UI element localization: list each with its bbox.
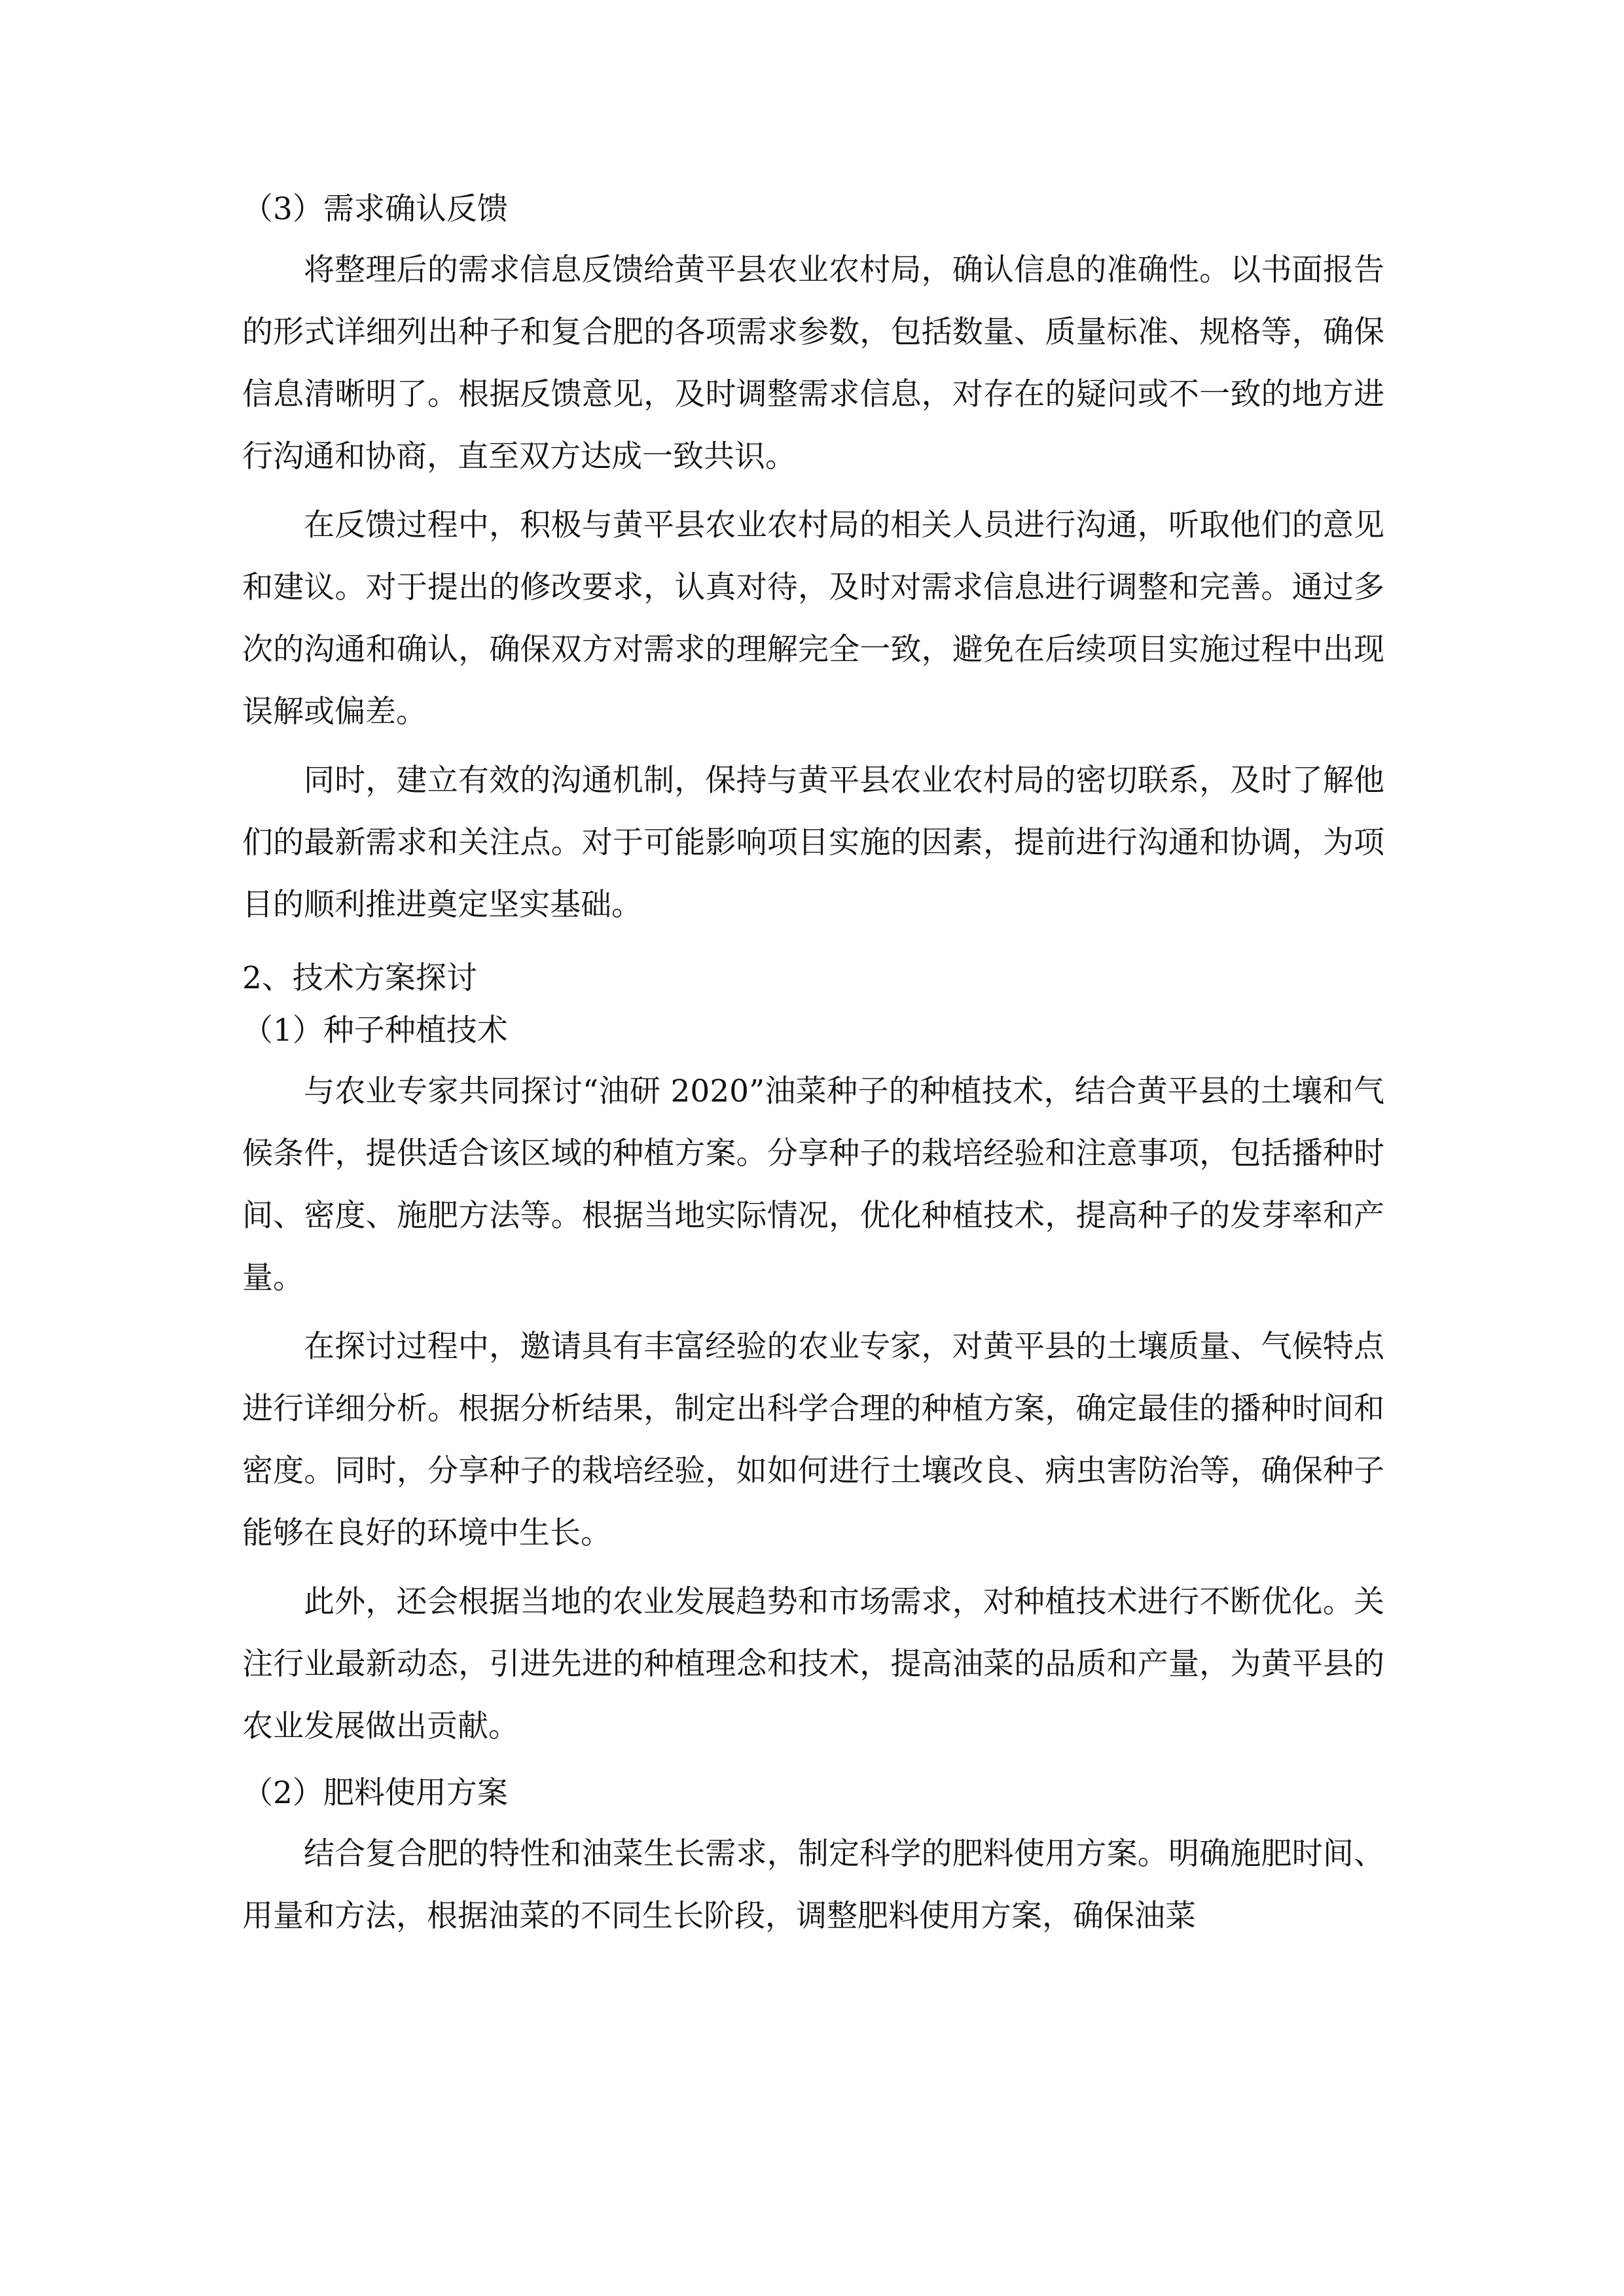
paragraph: 此外，还会根据当地的农业发展趋势和市场需求，对种植技术进行不断优化。关注行业最新动态，引进先进的种植理念和技术，提高油菜的品质和产量，为黄平县的农业发展做出贡献。 <box>242 1584 1384 1744</box>
paragraph: 在反馈过程中，积极与黄平县农业农村局的相关人员进行沟通，听取他们的意见和建议。对于提出的修改要求，认真对待，及时对需求信息进行调整和完善。通过多次的沟通和确认，确保双方对需求的理解完全一致，避免在后续项目实施过程中出现误解或偏差。 <box>242 507 1384 730</box>
paragraph: 同时，建立有效的沟通机制，保持与黄平县农业农村局的密切联系，及时了解他们的最新需求和关注点。对于可能影响项目实施的因素，提前进行沟通和协调，为项目的顺利推进奠定坚实基础。 <box>242 762 1384 923</box>
document-body <box>242 187 1384 1947</box>
heading-seed-planting-technology: （1）种子种植技术 <box>242 1013 508 1049</box>
heading-demand-confirmation-feedback: （3）需求确认反馈 <box>242 191 508 227</box>
paragraph: 与农业专家共同探讨“油研 2020”油菜种子的种植技术，结合黄平县的土壤和气候条件，提供适合该区域的种植方案。分享种子的栽培经验和注意事项，包括播种时间、密度、施肥方法等。根据当地实际情况，优化种植技术，提高种子的发芽率和产量。 <box>242 1073 1384 1296</box>
heading-technical-plan-discussion: 2、技术方案探讨 <box>242 960 477 996</box>
paragraph: 将整理后的需求信息反馈给黄平县农业农村局，确认信息的准确性。以书面报告的形式详细列出种子和复合肥的各项需求参数，包括数量、质量标准、规格等，确保信息清晰明了。根据反馈意见，及时调整需求信息，对存在的疑问或不一致的地方进行沟通和协商，直至双方达成一致共识。 <box>242 252 1384 475</box>
paragraph: 在探讨过程中，邀请具有丰富经验的农业专家，对黄平县的土壤质量、气候特点进行详细分析。根据分析结果，制定出科学合理的种植方案，确定最佳的播种时间和密度。同时，分享种子的栽培经验，如如何进行土壤改良、病虫害防治等，确保种子能够在良好的环境中生长。 <box>242 1329 1384 1551</box>
paragraph: 结合复合肥的特性和油菜生长需求，制定科学的肥料使用方案。明确施肥时间、用量和方法，根据油菜的不同生长阶段，调整肥料使用方案，确保油菜 <box>242 1836 1384 1934</box>
heading-fertilizer-usage-plan: （2）肥料使用方案 <box>242 1775 508 1811</box>
